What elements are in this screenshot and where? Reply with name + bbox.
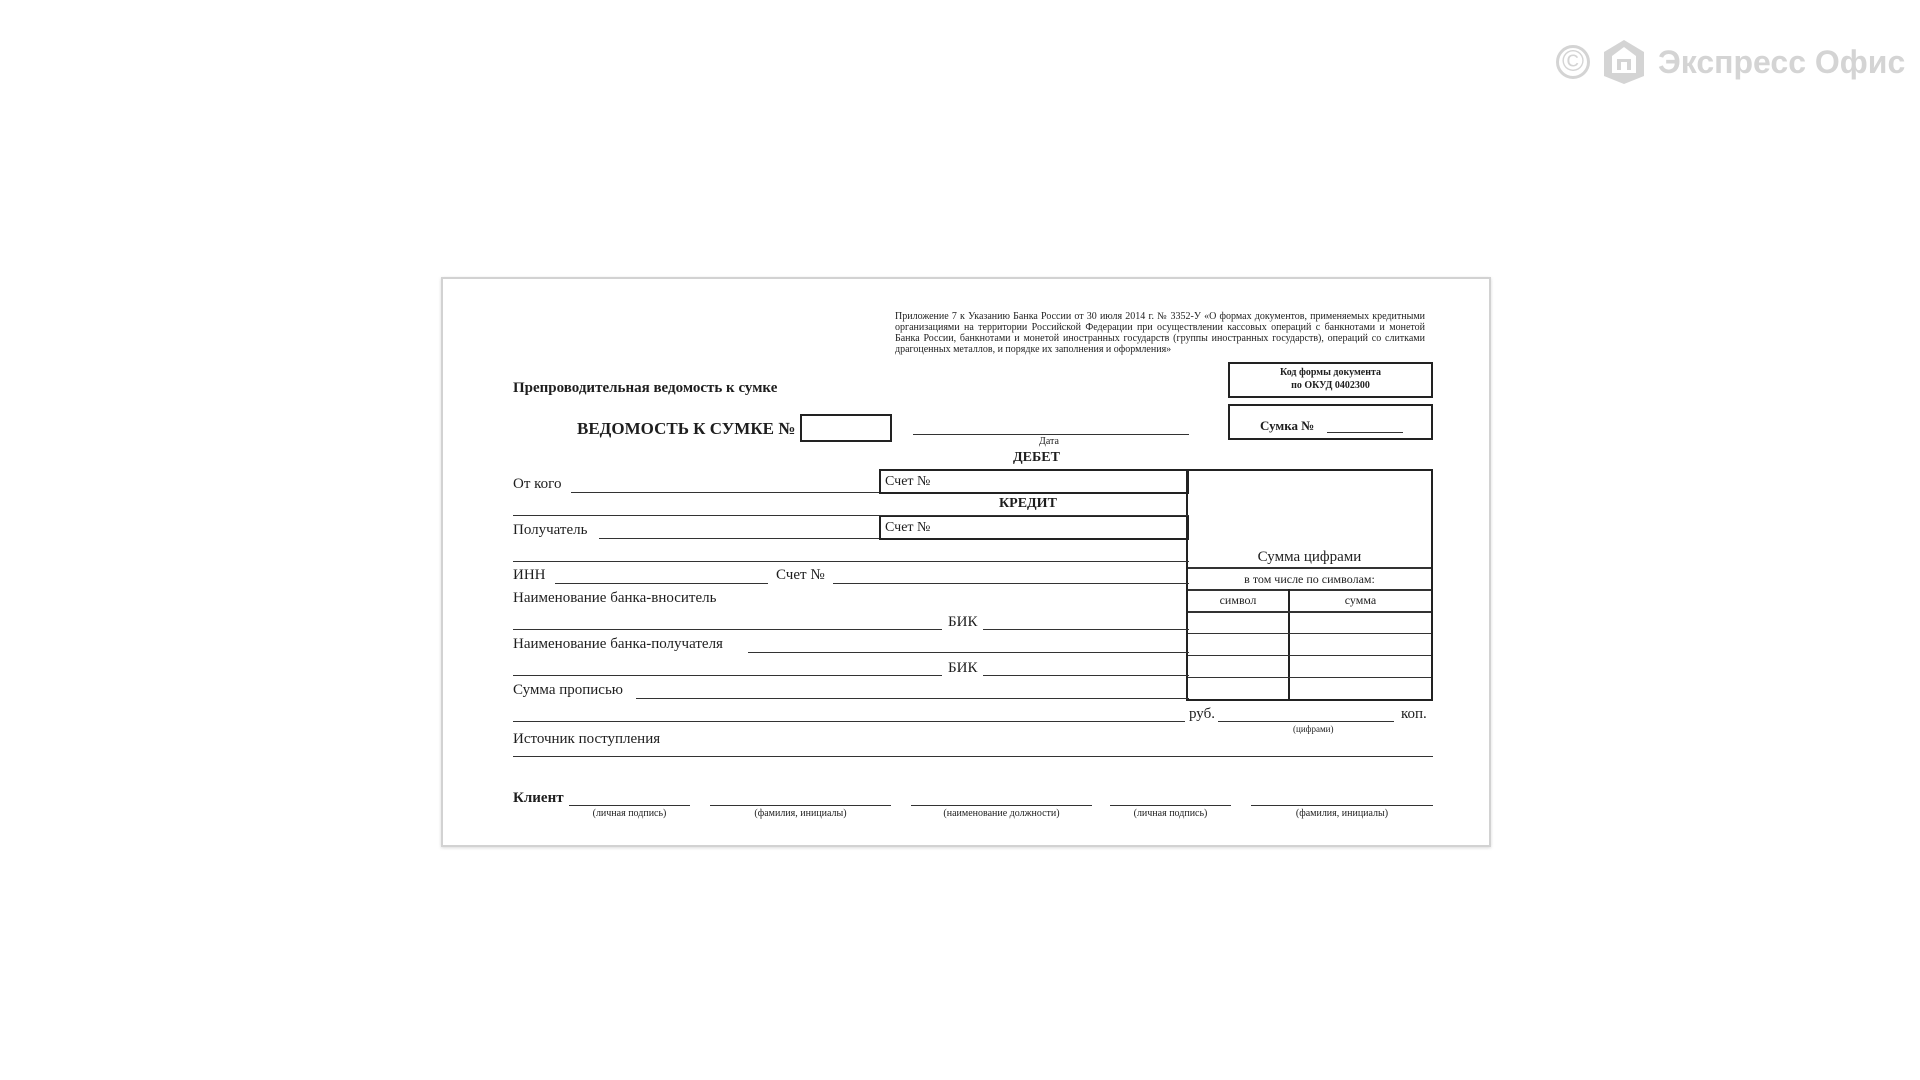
okud-box [1228,362,1433,398]
sum-words-field-line[interactable] [636,698,1189,699]
source-label: Источник поступления [513,731,661,747]
sum-table-row-line [1188,655,1431,656]
digits-field-line[interactable] [1218,721,1394,722]
sum-table [1186,469,1433,701]
signature-caption-2: (фамилия, инициалы) [754,808,847,819]
rub-label: руб. [1189,706,1215,722]
statement-number-field[interactable] [800,414,892,442]
sum-table-divider-2 [1188,589,1431,591]
sum-words-field-line-2[interactable] [513,721,1185,722]
form-sheet [441,277,1491,847]
credit-heading: КРЕДИТ [999,496,1057,511]
client-label: Клиент [513,790,564,806]
sum-table-row-line [1188,677,1431,678]
sum-table-divider-1 [1188,567,1431,569]
credit-account-box[interactable] [879,515,1189,540]
kop-label: коп. [1401,706,1427,722]
bag-number-box[interactable] [1228,404,1433,440]
signature-caption-4: (личная подпись) [1133,808,1208,819]
bank-recipient-field-line[interactable] [748,652,1189,653]
bik-field-line-2[interactable] [983,675,1189,676]
from-field-line-2[interactable] [513,515,1189,516]
okud-line-2: по ОКУД 0402300 [1291,380,1370,391]
signature-line-2[interactable] [710,805,891,806]
sum-words-label: Сумма прописью [513,682,624,698]
signature-caption-5: (фамилия, инициалы) [1295,808,1389,819]
form-title: ВЕДОМОСТЬ К СУМКЕ № [577,419,796,438]
bik-field-line-1[interactable] [983,629,1189,630]
col-sum-header: сумма [1344,593,1377,607]
watermark-brand: Экспресс Офис [1658,43,1906,80]
source-field-line[interactable] [513,756,1433,757]
from-label: От кого [513,476,562,492]
recipient-field-line-2[interactable] [513,561,1189,562]
credit-account-label: Счет № [885,520,931,535]
signature-line-4[interactable] [1110,805,1231,806]
account-field-line[interactable] [833,583,1189,584]
house-logo-icon [1600,38,1648,86]
bank-sender-field-line[interactable] [513,629,942,630]
copyright-icon: © [1556,45,1590,79]
bank-recipient-label: Наименование банка-получателя [513,636,723,652]
bik-label-2: БИК [948,660,978,676]
bank-recipient-field-line-2[interactable] [513,675,942,676]
account-label: Счет № [776,567,825,583]
recipient-field-line[interactable] [599,538,879,539]
regulation-note: Приложение 7 к Указанию Банка России от 30 июля 2014 г. № 3352-У «О формах документов, применяемых кредитными организациями на территории Российской Федерации при осуществлении кассовых операций с банкнотами и монетой Банка России, банкнотами и монетой иностранных государств (группы иностранных государств), операций со слитками драгоценных металлов, и порядке их заполнения и оформления» [895,311,1425,355]
by-symbols-header: в том числе по символам: [1244,572,1375,586]
watermark [1556,36,1905,88]
digits-caption: (цифрами) [1293,724,1334,734]
date-caption: Дата [1039,436,1059,447]
form-subtitle: Препроводительная ведомость к сумке [513,380,778,396]
signature-line-3[interactable] [911,805,1092,806]
okud-line-1: Код формы документа [1279,367,1382,378]
signature-line-1[interactable] [569,805,690,806]
date-line [913,434,1189,435]
col-symbol-header: символ [1219,593,1257,607]
signature-line-5[interactable] [1251,805,1433,806]
debit-account-box[interactable] [879,469,1189,494]
inn-field-line[interactable] [555,583,768,584]
bag-number-line [1327,432,1403,433]
debit-heading: ДЕБЕТ [1013,450,1060,465]
bank-sender-label: Наименование банка-вноситель [513,590,717,606]
signature-caption-3: (наименование должности) [943,808,1060,819]
signature-caption-1: (личная подпись) [592,808,667,819]
sum-table-row-line [1188,611,1431,613]
bag-number-label: Сумка № [1260,418,1315,433]
sum-table-row-line [1188,633,1431,634]
from-field-line[interactable] [571,492,879,493]
recipient-label: Получатель [513,522,588,538]
debit-account-label: Счет № [885,474,931,489]
bik-label-1: БИК [948,614,978,630]
sum-digits-header: Сумма цифрами [1257,549,1362,565]
inn-label: ИНН [513,567,546,583]
